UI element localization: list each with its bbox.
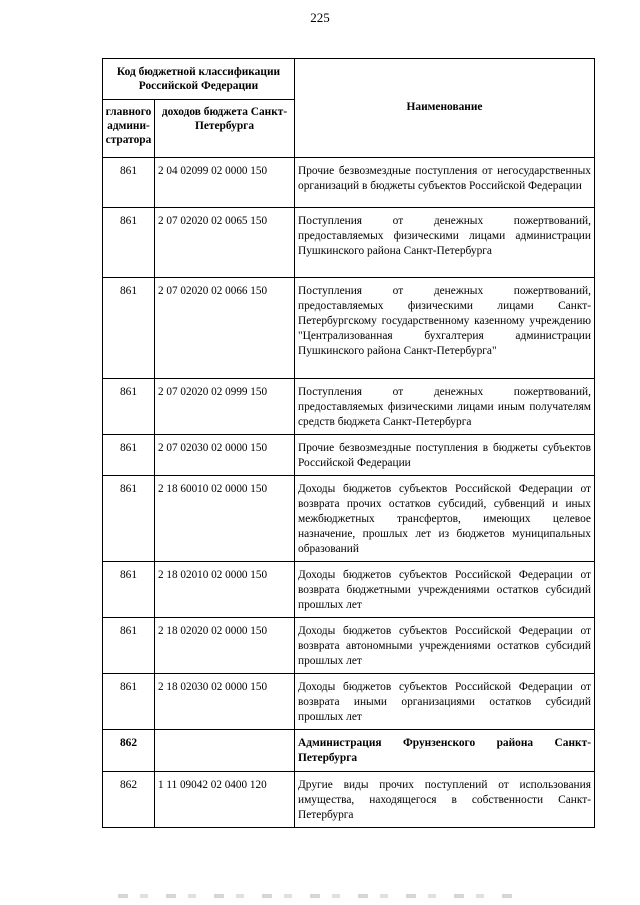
income-code-cell: 2 04 02099 02 0000 150 — [155, 158, 295, 208]
admin-code-cell: 861 — [103, 435, 155, 476]
name-cell: Другие виды прочих поступлений от использования имущества, находящегося в собственности Санкт-Петербурга — [295, 772, 595, 828]
table-row — [103, 772, 595, 828]
table-row — [103, 158, 595, 208]
name-cell: Поступления от денежных пожертвований, предоставляемых физическими лицами иным получателям средств бюджета Санкт-Петербурга — [295, 379, 595, 435]
admin-code-cell: 861 — [103, 379, 155, 435]
name-cell: Поступления от денежных пожертвований, предоставляемых физическими лицами администрации Пушкинского района Санкт-Петербурга — [295, 208, 595, 278]
name-cell: Администрация Фрунзенского района Санкт-Петербурга — [295, 730, 595, 772]
income-code-cell — [155, 730, 295, 772]
header-classification-code: Код бюджетной классификации Российской Федерации — [103, 59, 295, 100]
table-row — [103, 379, 595, 435]
table-row — [103, 278, 595, 379]
table-row — [103, 618, 595, 674]
admin-code-cell: 861 — [103, 476, 155, 562]
admin-code-cell: 861 — [103, 562, 155, 618]
header-admin-code: главного админи-стратора — [103, 100, 155, 158]
budget-classification-table — [102, 58, 595, 828]
admin-code-cell: 861 — [103, 278, 155, 379]
table-row — [103, 476, 595, 562]
admin-code-cell: 861 — [103, 618, 155, 674]
header-name: Наименование — [295, 59, 595, 158]
table-row — [103, 562, 595, 618]
admin-code-cell: 862 — [103, 730, 155, 772]
table-row — [103, 730, 595, 772]
header-income-code: доходов бюджета Санкт-Петербурга — [155, 100, 295, 158]
page-number: 225 — [310, 10, 330, 25]
table-row — [103, 674, 595, 730]
scan-artifact — [118, 894, 518, 898]
admin-code-cell: 861 — [103, 208, 155, 278]
income-code-cell: 2 07 02020 02 0066 150 — [155, 278, 295, 379]
name-cell: Доходы бюджетов субъектов Российской Федерации от возврата иными организациями остатков субсидий прошлых лет — [295, 674, 595, 730]
income-code-cell: 2 18 02020 02 0000 150 — [155, 618, 295, 674]
table-row — [103, 435, 595, 476]
income-code-cell: 2 18 02010 02 0000 150 — [155, 562, 295, 618]
income-code-cell: 2 18 02030 02 0000 150 — [155, 674, 295, 730]
name-cell: Прочие безвозмездные поступления в бюджеты субъектов Российской Федерации — [295, 435, 595, 476]
income-code-cell: 2 07 02020 02 0065 150 — [155, 208, 295, 278]
name-cell: Прочие безвозмездные поступления от негосударственных организаций в бюджеты субъектов Российской Федерации — [295, 158, 595, 208]
name-cell: Поступления от денежных пожертвований, предоставляемых физическими лицами Санкт-Петербургскому государственному казенному учреждению "Централизованная бухгалтерия администрации Пушкинского района Санкт-Петербурга" — [295, 278, 595, 379]
income-code-cell: 2 07 02030 02 0000 150 — [155, 435, 295, 476]
income-code-cell: 2 18 60010 02 0000 150 — [155, 476, 295, 562]
admin-code-cell: 861 — [103, 674, 155, 730]
name-cell: Доходы бюджетов субъектов Российской Федерации от возврата автономными учреждениями остатков субсидий прошлых лет — [295, 618, 595, 674]
income-code-cell: 2 07 02020 02 0999 150 — [155, 379, 295, 435]
name-cell: Доходы бюджетов субъектов Российской Федерации от возврата бюджетными учреждениями остатков субсидий прошлых лет — [295, 562, 595, 618]
name-cell: Доходы бюджетов субъектов Российской Федерации от возврата прочих остатков субсидий, субвенций и иных межбюджетных трансфертов, имеющих целевое назначение, прошлых лет из бюджетов муниципальных образований — [295, 476, 595, 562]
admin-code-cell: 861 — [103, 158, 155, 208]
admin-code-cell: 862 — [103, 772, 155, 828]
table-row — [103, 208, 595, 278]
income-code-cell: 1 11 09042 02 0400 120 — [155, 772, 295, 828]
